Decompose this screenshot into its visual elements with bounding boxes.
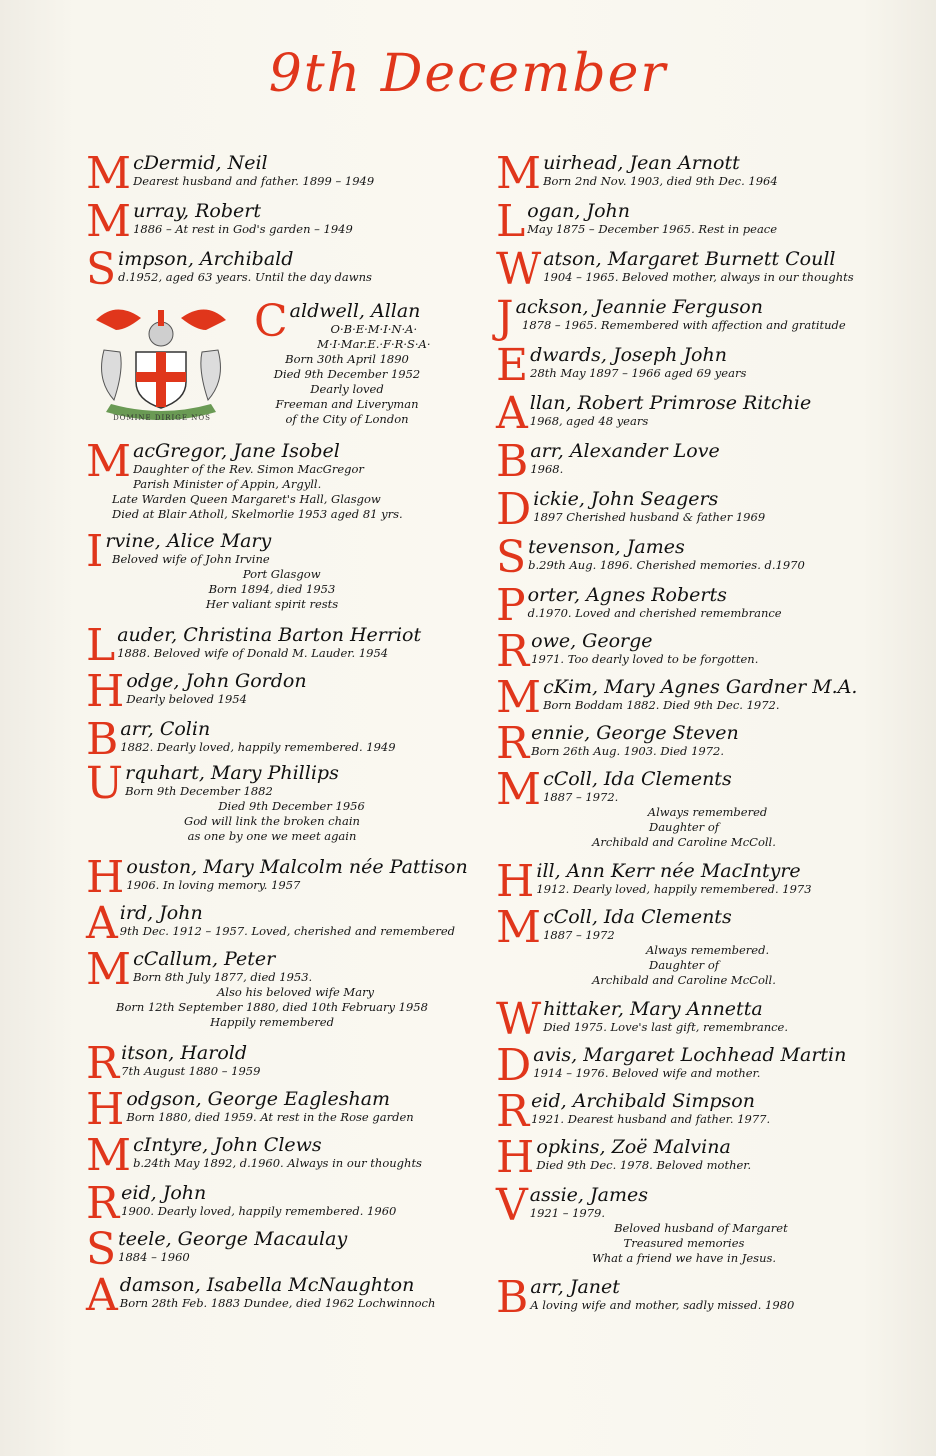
entry-name: Jackson, Jeannie Ferguson xyxy=(496,292,763,343)
entry-detail: A loving wife and mother, sadly missed. 1980 xyxy=(530,1298,795,1312)
entry-name: Adamson, Isabella McNaughton xyxy=(86,1270,415,1321)
entry-detail: Born 26th Aug. 1903. Died 1972. xyxy=(531,744,724,758)
memorial-entry xyxy=(86,1224,458,1275)
entry-name: Allan, Robert Primrose Ritchie xyxy=(496,388,812,439)
memorial-entry xyxy=(86,714,458,765)
memorial-entry xyxy=(496,856,872,907)
entry-name: Aird, John xyxy=(86,898,203,949)
entry-detail: Born 28th Feb. 1883 Dundee, died 1962 Lochwinnoch xyxy=(119,1296,436,1310)
crest-motto: DOMINE DIRIGE NOS xyxy=(113,414,211,422)
entry-detail: of the City of London xyxy=(285,412,409,426)
entry-detail: Late Warden Queen Margaret's Hall, Glasgow xyxy=(112,492,381,506)
memorial-entry xyxy=(496,994,872,1045)
entry-detail: 1887 – 1972. xyxy=(543,790,619,804)
entry-detail: Died at Blair Atholl, Skelmorlie 1953 aged 81 yrs. xyxy=(112,507,403,521)
entry-detail: Born 9th December 1882 xyxy=(125,784,273,798)
entry-detail: 1921. Dearest husband and father. 1977. xyxy=(531,1112,771,1126)
memorial-entry xyxy=(86,148,458,199)
entry-detail: Dearest husband and father. 1899 – 1949 xyxy=(133,174,375,188)
memorial-entry xyxy=(496,626,872,677)
memorial-entry xyxy=(496,902,872,988)
entry-name: Whittaker, Mary Annetta xyxy=(496,994,763,1045)
entry-detail: Born 12th September 1880, died 10th February 1958 xyxy=(116,1000,428,1014)
entry-detail: 1912. Dearly loved, happily remembered. 1973 xyxy=(536,882,812,896)
memorial-entry xyxy=(86,944,458,1030)
entry-detail: Daughter of xyxy=(648,820,719,834)
memorial-entry xyxy=(496,764,872,850)
entry-name: Hodgson, George Eaglesham xyxy=(86,1084,391,1135)
entry-detail: Daughter of the Rev. Simon MacGregor xyxy=(133,462,364,476)
memorial-entry xyxy=(86,436,458,522)
entry-name: Urquhart, Mary Phillips xyxy=(86,758,339,809)
entry-detail: 9th Dec. 1912 – 1957. Loved, cherished and remembered xyxy=(119,924,455,938)
memorial-entry xyxy=(86,296,458,427)
entry-detail: May 1875 – December 1965. Rest in peace xyxy=(527,222,778,236)
entry-detail: Archibald and Caroline McColl. xyxy=(592,973,776,987)
entry-name: Simpson, Archibald xyxy=(86,244,294,295)
entry-name: Davis, Margaret Lochhead Martin xyxy=(496,1040,847,1091)
memorial-entry xyxy=(86,196,458,247)
entry-name: Ritson, Harold xyxy=(86,1038,248,1089)
entry-detail: 1882. Dearly loved, happily remembered. 1949 xyxy=(120,740,396,754)
entry-name: Hill, Ann Kerr née MacIntyre xyxy=(496,856,801,907)
entry-detail: 1887 – 1972 xyxy=(543,928,615,942)
memorial-entry xyxy=(86,1270,458,1321)
entry-detail: Also his beloved wife Mary xyxy=(217,985,375,999)
entry-detail: Always remembered. xyxy=(645,943,770,957)
entry-detail: Born 8th July 1877, died 1953. xyxy=(133,970,313,984)
memorial-entry xyxy=(496,1086,872,1137)
memorial-entry xyxy=(86,758,458,844)
entry-name: Watson, Margaret Burnett Coull xyxy=(496,244,836,295)
entry-name: McDermid, Neil xyxy=(86,148,268,199)
memorial-entry xyxy=(496,1132,872,1183)
memorial-entry xyxy=(86,666,458,717)
memorial-entry xyxy=(496,148,872,199)
memorial-entry xyxy=(496,718,872,769)
entry-detail: Her valiant spirit rests xyxy=(205,597,339,611)
memorial-entry xyxy=(86,526,458,612)
memorial-entry xyxy=(86,244,458,295)
memorial-entry xyxy=(496,532,872,583)
memorial-entry xyxy=(496,580,872,631)
entry-detail: b.24th May 1892, d.1960. Always in our thoughts xyxy=(133,1156,422,1170)
entry-detail: 1968. xyxy=(530,462,564,476)
entry-name: Reid, Archibald Simpson xyxy=(496,1086,755,1137)
entry-name: McIntyre, John Clews xyxy=(86,1130,322,1181)
entry-name: Edwards, Joseph John xyxy=(496,340,727,391)
entry-detail: M·I·Mar.E.·F·R·S·A· xyxy=(317,337,431,351)
entry-detail: Happily remembered xyxy=(210,1015,334,1029)
memorial-entry xyxy=(496,1040,872,1091)
memorial-entry xyxy=(496,672,872,723)
memorial-entry xyxy=(496,340,872,391)
entry-detail: Born 30th April 1890 xyxy=(285,352,409,366)
coat-of-arms-icon xyxy=(86,300,236,430)
entry-detail: Died 9th December 1952 xyxy=(273,367,421,381)
entry-name: Steele, George Macaulay xyxy=(86,1224,348,1275)
entry-name: Reid, John xyxy=(86,1178,207,1229)
entry-name: Muirhead, Jean Arnott xyxy=(496,148,740,199)
memorial-entry xyxy=(496,436,872,487)
entry-name: McKim, Mary Agnes Gardner M.A. xyxy=(496,672,858,723)
memorial-entry xyxy=(86,1178,458,1229)
entry-detail: 1914 – 1976. Beloved wife and mother. xyxy=(533,1066,761,1080)
entry-detail: Born 1880, died 1959. At rest in the Rose garden xyxy=(126,1110,414,1124)
entry-detail: Born 1894, died 1953 xyxy=(208,582,336,596)
entry-detail: Archibald and Caroline McColl. xyxy=(592,835,776,849)
entry-detail: Born Boddam 1882. Died 9th Dec. 1972. xyxy=(543,698,780,712)
memorial-entry xyxy=(86,852,468,903)
entry-detail: d.1970. Loved and cherished remembrance xyxy=(527,606,782,620)
entry-detail: Dearly loved xyxy=(310,382,384,396)
entry-detail: 1897 Cherished husband & father 1969 xyxy=(533,510,766,524)
entry-name: Murray, Robert xyxy=(86,196,261,247)
memorial-entry xyxy=(86,898,458,949)
entry-detail: d.1952, aged 63 years. Until the day dawns xyxy=(118,270,372,284)
entry-detail: Born 2nd Nov. 1903, died 9th Dec. 1964 xyxy=(543,174,778,188)
entry-name: Barr, Janet xyxy=(496,1272,620,1323)
memorial-entry xyxy=(86,1130,458,1181)
entry-detail: Dearly beloved 1954 xyxy=(126,692,247,706)
entry-detail: Freeman and Liveryman xyxy=(275,397,419,411)
entry-name: Houston, Mary Malcolm née Pattison xyxy=(86,852,468,903)
entry-name: Vassie, James xyxy=(496,1180,648,1231)
memorial-entry xyxy=(496,292,872,343)
entry-detail: b.29th Aug. 1896. Cherished memories. d.1970 xyxy=(528,558,805,572)
entry-detail: 1878 – 1965. Remembered with affection and gratitude xyxy=(522,318,846,332)
page-title: 9th December xyxy=(268,44,668,104)
entry-detail: 1904 – 1965. Beloved mother, always in our thoughts xyxy=(543,270,854,284)
memorial-entry xyxy=(86,1038,458,1089)
entry-detail: 1968, aged 48 years xyxy=(529,414,649,428)
entry-detail: 7th August 1880 – 1959 xyxy=(121,1064,261,1078)
entry-detail: 1888. Beloved wife of Donald M. Lauder. 1954 xyxy=(117,646,389,660)
entry-name: Caldwell, Allan xyxy=(254,296,421,347)
memorial-entry xyxy=(86,1084,458,1135)
entry-name: Dickie, John Seagers xyxy=(496,484,719,535)
entry-name: Logan, John xyxy=(496,196,630,247)
memorial-entry xyxy=(496,1272,872,1323)
entry-detail: Died 1975. Love's last gift, remembrance. xyxy=(543,1020,788,1034)
entry-name: Hopkins, Zoë Malvina xyxy=(496,1132,731,1183)
entry-name: McColl, Ida Clements xyxy=(496,764,732,815)
entry-name: Barr, Colin xyxy=(86,714,211,765)
entry-detail: Beloved husband of Margaret xyxy=(614,1221,788,1235)
entry-name: McColl, Ida Clements xyxy=(496,902,732,953)
entry-detail: 1884 – 1960 xyxy=(118,1250,190,1264)
entry-name: Barr, Alexander Love xyxy=(496,436,720,487)
memorial-entry xyxy=(496,244,872,295)
entry-detail: Died 9th Dec. 1978. Beloved mother. xyxy=(536,1158,752,1172)
entry-detail: 1921 – 1979. xyxy=(529,1206,606,1220)
entry-detail: Treasured memories xyxy=(623,1236,745,1250)
entry-detail: Parish Minister of Appin, Argyll. xyxy=(133,477,322,491)
entry-name: Stevenson, James xyxy=(496,532,685,583)
entry-detail: as one by one we meet again xyxy=(187,829,357,843)
entry-detail: 1900. Dearly loved, happily remembered. 1960 xyxy=(121,1204,397,1218)
entry-name: MacGregor, Jane Isobel xyxy=(86,436,340,487)
memorial-entry xyxy=(496,388,872,439)
entry-detail: 1906. In loving memory. 1957 xyxy=(126,878,301,892)
entry-name: Hodge, John Gordon xyxy=(86,666,307,717)
entry-detail: 1971. Too dearly loved to be forgotten. xyxy=(531,652,759,666)
entry-name: McCallum, Peter xyxy=(86,944,276,995)
memorial-entry xyxy=(496,484,872,535)
entry-detail: What a friend we have in Jesus. xyxy=(591,1251,777,1265)
entry-name: Rennie, George Steven xyxy=(496,718,739,769)
entry-detail: Beloved wife of John Irvine xyxy=(112,552,270,566)
entry-name: Lauder, Christina Barton Herriot xyxy=(86,620,422,671)
entry-name: Porter, Agnes Roberts xyxy=(496,580,727,631)
entry-name: Irvine, Alice Mary xyxy=(86,526,272,577)
entry-detail: Died 9th December 1956 xyxy=(218,799,365,813)
entry-detail: Port Glasgow xyxy=(242,567,321,581)
entry-detail: Always remembered xyxy=(647,805,768,819)
entry-detail: God will link the broken chain xyxy=(184,814,360,828)
entry-detail: 1886 – At rest in God's garden – 1949 xyxy=(133,222,353,236)
entry-detail: 28th May 1897 – 1966 aged 69 years xyxy=(530,366,747,380)
entry-detail: O·B·E·M·I·N·A· xyxy=(330,322,418,336)
memorial-entry xyxy=(496,1180,872,1266)
memorial-entry xyxy=(496,196,872,247)
entry-name: Rowe, George xyxy=(496,626,653,677)
entry-detail: Daughter of xyxy=(648,958,719,972)
memorial-entry xyxy=(86,620,458,671)
